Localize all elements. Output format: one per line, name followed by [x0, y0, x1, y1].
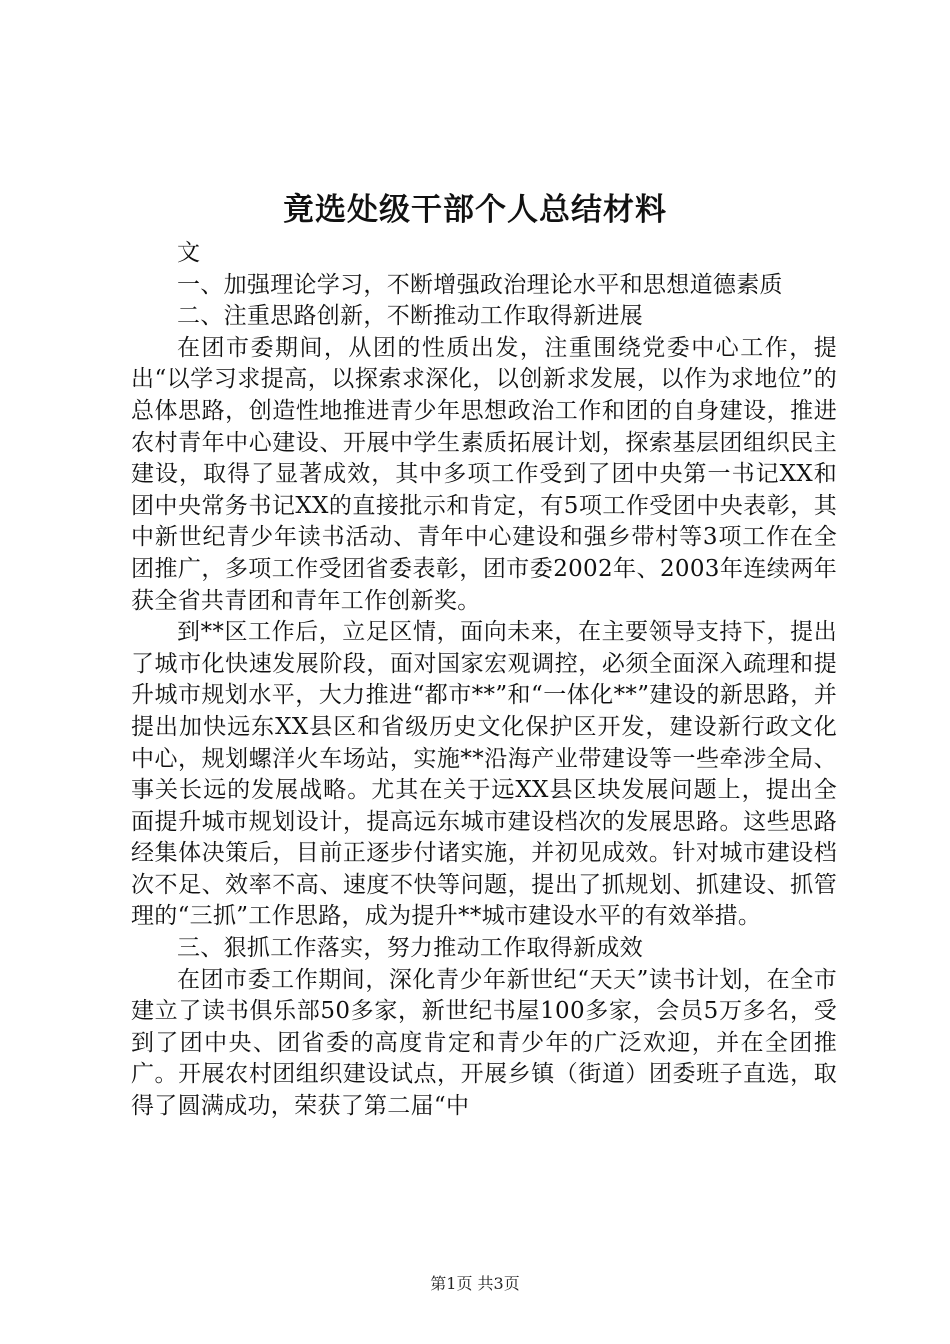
document-title: 竟选处级干部个人总结材料: [283, 192, 667, 228]
paragraph-intro: 文: [177, 240, 201, 266]
paragraph-district-work: 到**区工作后，立足区情，面向未来，在主要领导支持下，提出了城市化快速发展阶段，面对国家宏观调控，必须全面深入疏理和提升城市规划水平，大力推进“都市**”和“一体化**”建设的新思路，并提出加快远东XX县区和省级历史文化保护区开发，建设新行政文化中心，规划螺洋火车场站，实施**沿海产业带建设等一些牵涉全局、事关长远的发展战略。尤其在关于远XX县区块发展问题上，提出全面提升城市规划设计，提高远东城市建设档次的发展思路。这些思路经集体决策后，目前正逐步付诸实施，并初见成效。针对城市建设档次不足、效率不高、速度不快等问题，提出了抓规划、抓建设、抓管理的“三抓”工作思路，成为提升**城市建设水平的有效举措。: [131, 619, 837, 930]
paragraph-reading-plan: 在团市委工作期间，深化青少年新世纪“天天”读书计划，在全市建立了读书俱乐部50多家，新世纪书屋100多家，会员5万多名，受到了团中央、团省委的高度肯定和青少年的广泛欢迎，并在全团推广。开展农村团组织建设试点，开展乡镇（街道）团委班子直选，取得了圆满成功，荣获了第二届“中: [131, 966, 837, 1120]
paragraph-youth-league: 在团市委期间，从团的性质出发，注重围绕党委中心工作，提出“以学习求提高，以探索求深化，以创新求发展，以作为求地位”的总体思路，创造性地推进青少年思想政治工作和团的自身建设，推进农村青年中心建设、开展中学生素质拓展计划，探索基层团组织民主建设，取得了显著成效，其中多项工作受到了团中央第一书记XX和团中央常务书记XX的直接批示和肯定，有5项工作受团中央表彰，其中新世纪青少年读书活动、青年中心建设和强乡带村等3项工作在全团推广，多项工作受团省委表彰，团市委2002年、2003年连续两年获全省共青团和青年工作创新奖。: [131, 334, 837, 614]
section-heading-3: 三、狠抓工作落实，努力推动工作取得新成效: [177, 935, 643, 962]
document-body: [131, 238, 837, 1123]
section-heading-1: 一、加强理论学习，不断增强政治理论水平和思想道德素质: [177, 271, 783, 298]
page-number-footer: 第1页 共3页: [430, 1274, 520, 1293]
section-heading-2: 二、注重思路创新，不断推动工作取得新进展: [177, 303, 643, 330]
